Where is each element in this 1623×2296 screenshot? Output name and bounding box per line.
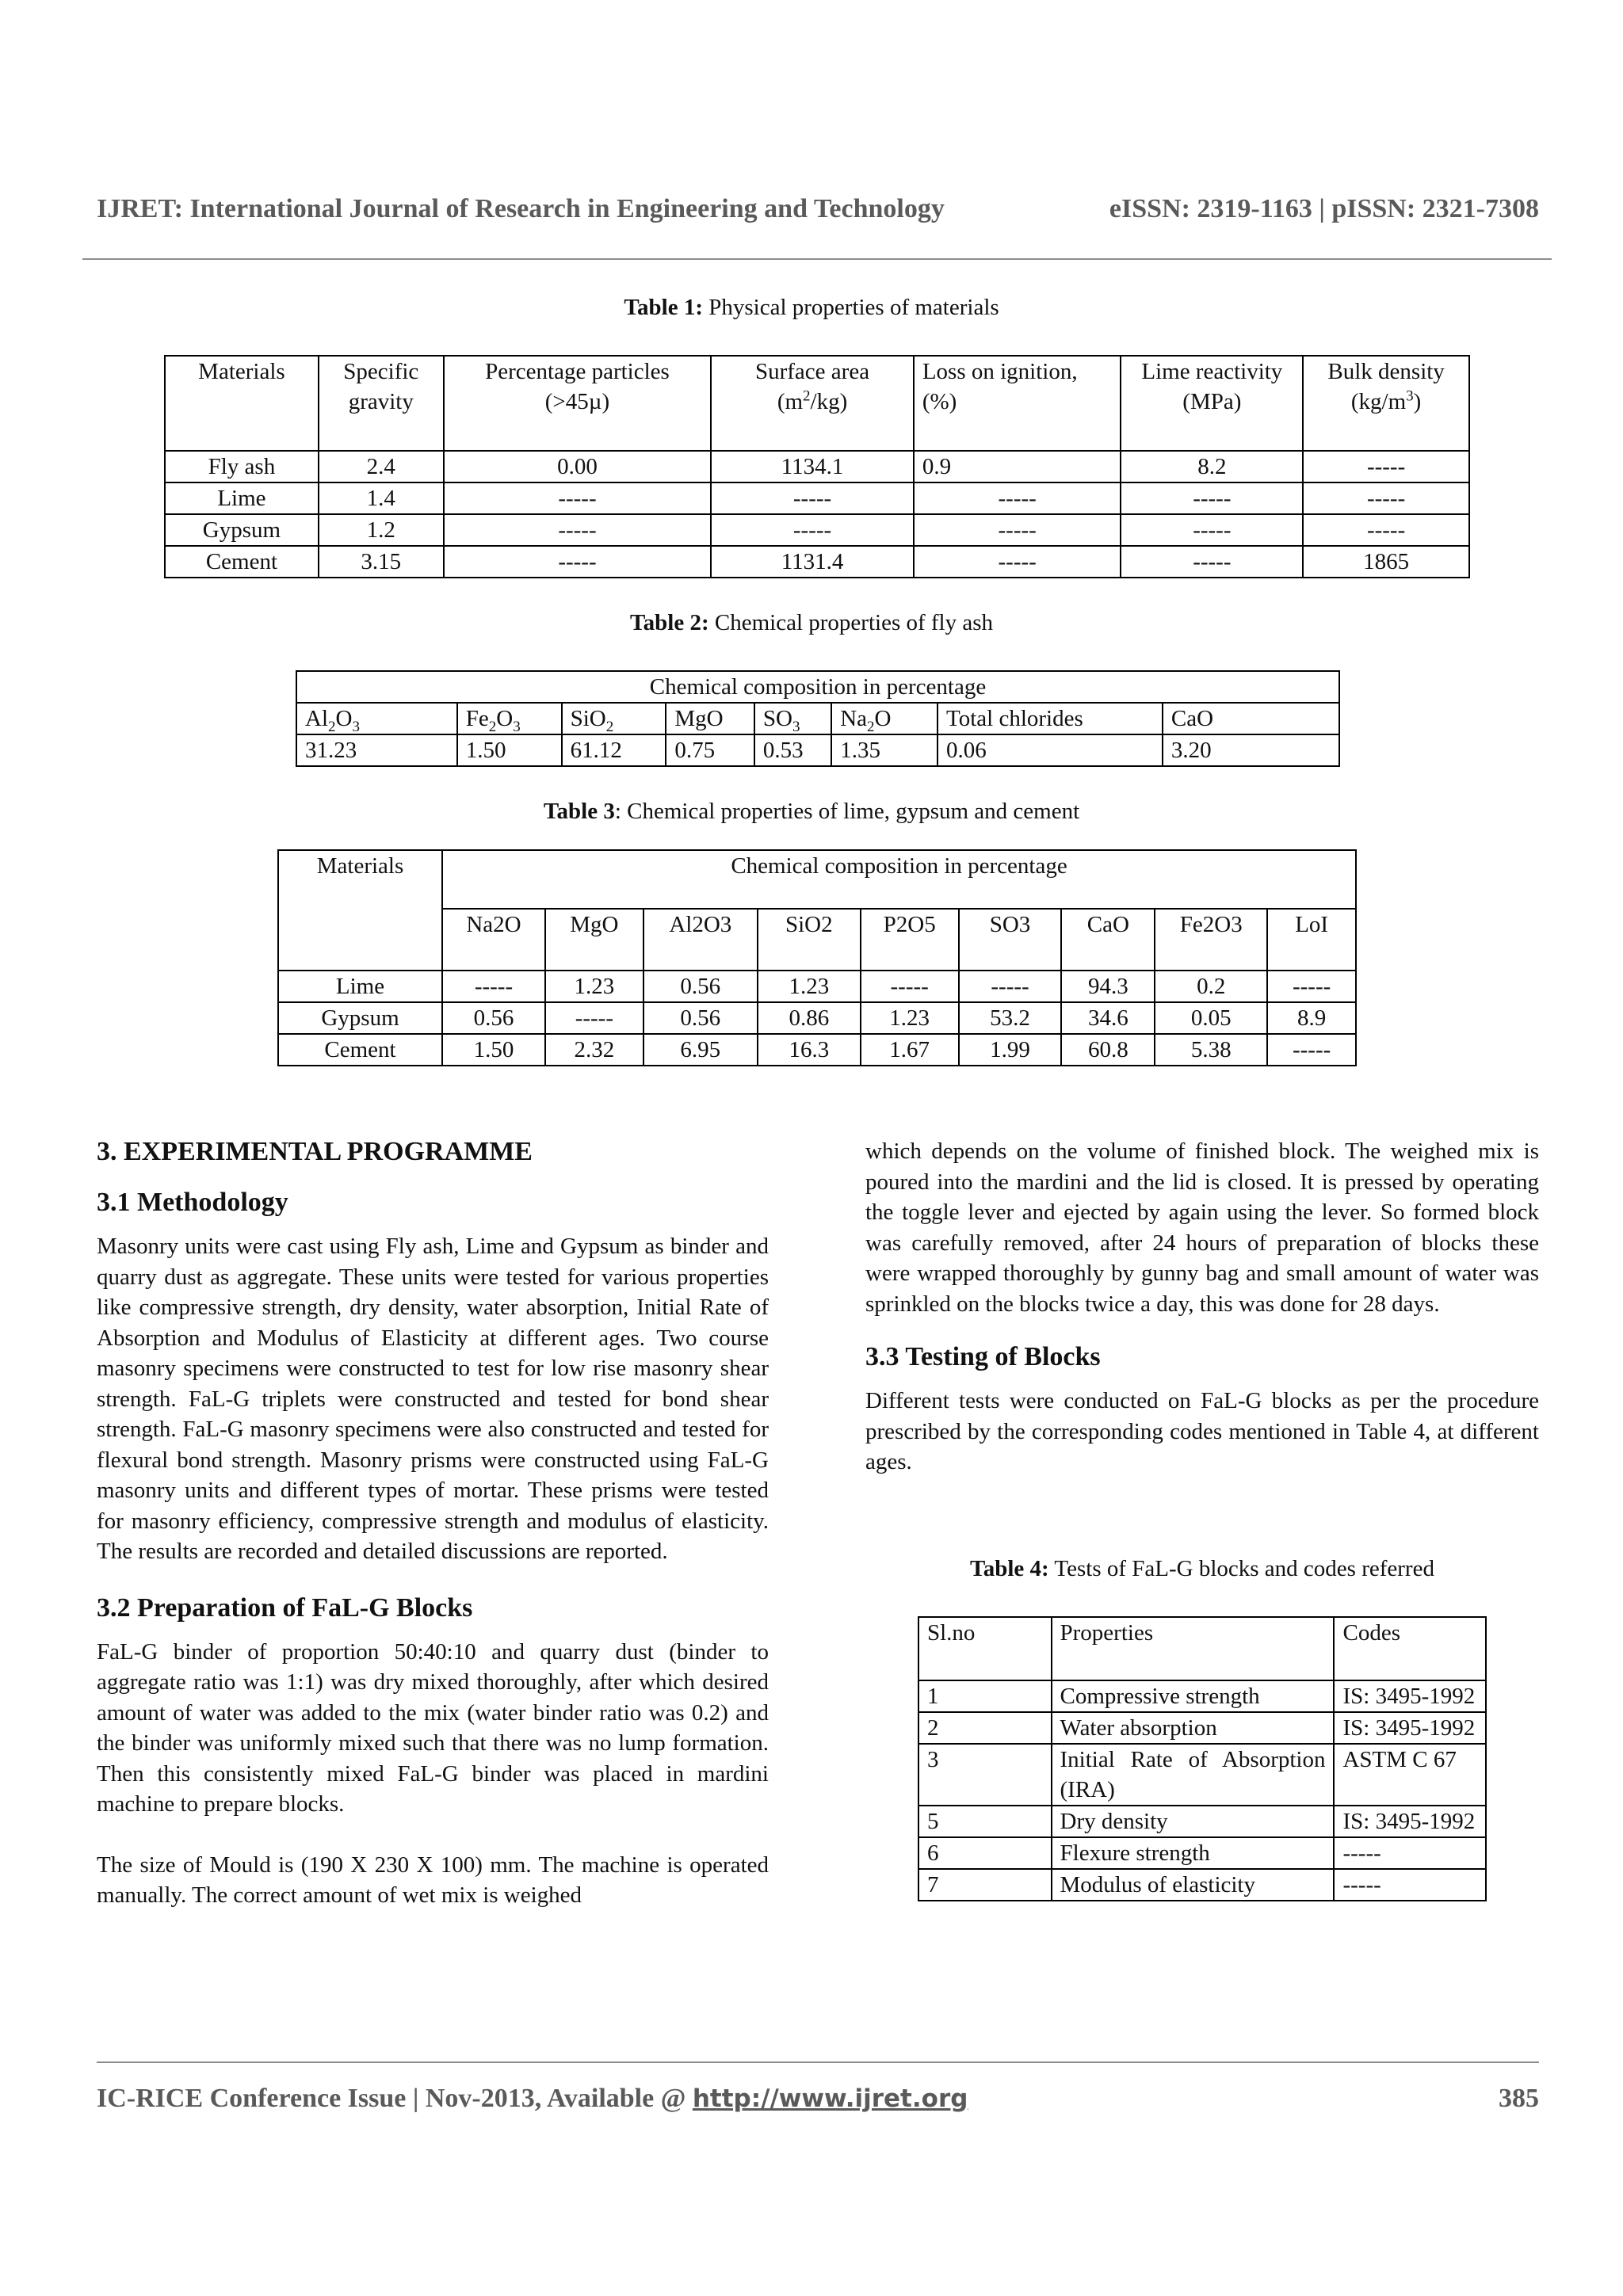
table3-group-header: Chemical composition in percentage <box>442 850 1356 909</box>
table-cell: ----- <box>444 482 712 514</box>
table-cell: ----- <box>1121 514 1303 546</box>
table-cell: 2 <box>918 1712 1052 1744</box>
table-row <box>165 482 1469 514</box>
table-cell: ----- <box>444 546 712 578</box>
running-header <box>97 194 1539 224</box>
right-column <box>865 1136 1539 1478</box>
table-cell: MgO <box>545 909 643 971</box>
table-cell: 0.9 <box>914 451 1121 482</box>
table-cell: 8.9 <box>1267 1002 1356 1034</box>
journal-link[interactable]: http://www.ijret.org <box>692 2084 968 2113</box>
running-footer <box>97 2084 1539 2114</box>
table2-group-header: Chemical composition in percentage <box>296 671 1339 703</box>
table3-caption: Table 3: Chemical properties of lime, gypsum and cement <box>543 799 1080 824</box>
th-surface-area: Surface area $(m^2/kg)$ <box>711 356 914 451</box>
table-cell: ----- <box>1303 482 1469 514</box>
table-cell: Al2O3 <box>643 909 758 971</box>
table-cell: Compressive strength <box>1052 1680 1335 1712</box>
table-cell: Flexure strength <box>1052 1837 1335 1869</box>
table-cell: 16.3 <box>758 1034 861 1066</box>
table-cell: 53.2 <box>959 1002 1062 1034</box>
table-cell: 1131.4 <box>711 546 914 578</box>
table-cell: Lime <box>165 482 319 514</box>
table-cell: Gypsum <box>165 514 319 546</box>
table2-caption: Table 2: Chemical properties of fly ash <box>629 610 994 635</box>
table-cell: Initial Rate of Absorption (IRA) <box>1052 1744 1335 1806</box>
table-cell: 3 <box>918 1744 1052 1806</box>
section-3-2-text-1: FaL-G binder of proportion 50:40:10 and quarry dust (binder to aggregate ratio was 1:1) was dry mixed thoroughly, after which desired amount of water was added to the mix (water binder ratio was 0.2) and the binder was uniformly mixed such that there was no lump formation. Then this consistently mixed FaL-G binder was placed in mardini machine to prepare blocks. <box>97 1638 769 1817</box>
table-cell: 61.12 <box>562 734 666 766</box>
table1-header-row <box>165 356 1469 451</box>
table-cell: ----- <box>1303 514 1469 546</box>
table-row <box>278 1002 1356 1034</box>
header-divider <box>82 258 1552 260</box>
th-mgo: MgO <box>666 703 754 734</box>
table-cell: Gypsum <box>278 1002 442 1034</box>
table-cell: 0.2 <box>1155 971 1267 1002</box>
table-cell: IS: 3495-1992 <box>1334 1680 1486 1712</box>
table-cell: Dry density <box>1052 1806 1335 1837</box>
table-cell: ASTM C 67 <box>1334 1744 1486 1806</box>
table-cell: Fe2O3 <box>1155 909 1267 971</box>
th-specific-gravity: Specific gravity <box>319 356 444 451</box>
table-cell: 3.20 <box>1163 734 1339 766</box>
section-3-3-title: 3.3 Testing of Blocks <box>865 1342 1101 1371</box>
section-3-1-title: 3.1 Methodology <box>97 1188 288 1217</box>
table-cell: 8.2 <box>1121 451 1303 482</box>
table-cell: Cement <box>278 1034 442 1066</box>
table-cell: SO3 <box>959 909 1062 971</box>
th-loss-on-ignition: Loss on ignition, (%) <box>914 356 1121 451</box>
table-cell: 6 <box>918 1837 1052 1869</box>
table-row <box>918 1712 1486 1744</box>
table-row <box>278 1034 1356 1066</box>
section-3-3-text: Different tests were conducted on FaL-G blocks as per the procedure prescribed by the corresponding codes mentioned in Table 4, at different ages. <box>865 1388 1539 1474</box>
table-cell: 0.05 <box>1155 1002 1267 1034</box>
table-cell: IS: 3495-1992 <box>1334 1712 1486 1744</box>
table-cell: 1.50 <box>457 734 562 766</box>
table-cell: Na2O <box>442 909 545 971</box>
th-so3: $SO_3$ <box>754 703 831 734</box>
table-row <box>165 514 1469 546</box>
table-cell: 0.56 <box>643 1002 758 1034</box>
table-row <box>278 971 1356 1002</box>
table-cell: Lime <box>278 971 442 1002</box>
continuation-text: which depends on the volume of finished block. The weighed mix is poured into the mardini and the lid is closed. It is pressed by operating the toggle lever and ejected by again using the lever. So formed block was carefully removed, after 24 hours of preparation of blocks these were wrapped thoroughly by gunny bag and small amount of water was sprinkled on the blocks twice a day, this was done for 28 days. <box>865 1138 1539 1317</box>
th-cao: CaO <box>1163 703 1339 734</box>
page-number: 385 <box>1499 2084 1539 2113</box>
table4 <box>918 1616 1487 1901</box>
table-row <box>165 451 1469 482</box>
table-cell: 0.00 <box>444 451 712 482</box>
th-lime-reactivity: Lime reactivity (MPa) <box>1121 356 1303 451</box>
table-cell: ----- <box>914 482 1121 514</box>
table-row <box>918 1806 1486 1837</box>
th-fe2o3: $Fe_2O_3$ <box>457 703 562 734</box>
table-cell: 1.35 <box>831 734 938 766</box>
table-cell: 1.4 <box>319 482 444 514</box>
table-cell: ----- <box>959 971 1062 1002</box>
left-column <box>97 1136 769 1911</box>
table-cell: ----- <box>545 1002 643 1034</box>
table-cell: P2O5 <box>861 909 959 971</box>
table-cell: Cement <box>165 546 319 578</box>
th-bulk-density: Bulk density $(kg/m^3)$ <box>1303 356 1469 451</box>
th-na2o: $Na_2O$ <box>831 703 938 734</box>
table-cell: 5.38 <box>1155 1034 1267 1066</box>
th-percentage-particles: Percentage particles (>45µ) <box>444 356 712 451</box>
table-cell: ----- <box>1121 546 1303 578</box>
table-cell: Modulus of elasticity <box>1052 1869 1335 1901</box>
table2 <box>296 670 1340 767</box>
table-cell: 7 <box>918 1869 1052 1901</box>
issn: eISSN: 2319-1163 | pISSN: 2321-7308 <box>1109 194 1539 223</box>
section-3-2-title: 3.2 Preparation of FaL-G Blocks <box>97 1592 473 1623</box>
table-cell: 1.23 <box>545 971 643 1002</box>
table-cell: 1.2 <box>319 514 444 546</box>
table-cell: 3.15 <box>319 546 444 578</box>
table-cell: 1.50 <box>442 1034 545 1066</box>
th-materials: Materials <box>165 356 319 451</box>
table-cell: ----- <box>1334 1869 1486 1901</box>
table-cell: 1.99 <box>959 1034 1062 1066</box>
table-cell: CaO <box>1061 909 1155 971</box>
table-cell: 0.86 <box>758 1002 861 1034</box>
table-cell: Properties <box>1052 1617 1335 1680</box>
table-cell: 5 <box>918 1806 1052 1837</box>
table-cell: ----- <box>1121 482 1303 514</box>
table-cell: SiO2 <box>758 909 861 971</box>
th-al2o3: $Al_2O_3$ <box>296 703 457 734</box>
table-cell: ----- <box>1303 451 1469 482</box>
table-cell: ----- <box>1267 1034 1356 1066</box>
conference-issue: IC-RICE Conference Issue | Nov-2013, Available @ http://www.ijret.org <box>97 2084 968 2113</box>
section-3-title: 3. EXPERIMENTAL PROGRAMME <box>97 1137 533 1166</box>
table-cell: ----- <box>914 546 1121 578</box>
table4-caption: Table 4: Tests of FaL-G blocks and codes referred <box>970 1556 1434 1581</box>
table-cell: 1865 <box>1303 546 1469 578</box>
table3 <box>277 849 1357 1066</box>
th-sio2: SiO$_2$ <box>562 703 666 734</box>
table-cell: Sl.no <box>918 1617 1052 1680</box>
journal-name: IJRET: International Journal of Research in Engineering and Technology <box>97 194 945 223</box>
table1 <box>164 355 1470 578</box>
table-cell: 0.53 <box>754 734 831 766</box>
table-cell: 34.6 <box>1061 1002 1155 1034</box>
table-cell: ----- <box>1267 971 1356 1002</box>
table-cell: 1.67 <box>861 1034 959 1066</box>
table-cell: Water absorption <box>1052 1712 1335 1744</box>
table1-caption: Table 1: Physical properties of materials <box>624 295 999 320</box>
th-materials: Materials <box>278 850 442 971</box>
table-cell: 1 <box>918 1680 1052 1712</box>
table-cell: 31.23 <box>296 734 457 766</box>
table-row <box>296 734 1339 766</box>
table-cell: 0.56 <box>643 971 758 1002</box>
table-cell: 6.95 <box>643 1034 758 1066</box>
table-cell: ----- <box>711 514 914 546</box>
table-row <box>165 546 1469 578</box>
table-cell: ----- <box>711 482 914 514</box>
table-cell: Fly ash <box>165 451 319 482</box>
table-row <box>918 1744 1486 1806</box>
table-cell: 60.8 <box>1061 1034 1155 1066</box>
table-cell: 1.23 <box>758 971 861 1002</box>
table-cell: ----- <box>914 514 1121 546</box>
table-cell: ----- <box>444 514 712 546</box>
table-cell: 0.06 <box>938 734 1163 766</box>
table-cell: LoI <box>1267 909 1356 971</box>
table-cell: Codes <box>1334 1617 1486 1680</box>
table-cell: 2.4 <box>319 451 444 482</box>
table-cell: ----- <box>442 971 545 1002</box>
th-total-chlorides: Total chlorides <box>938 703 1163 734</box>
section-3-2-text-2: The size of Mould is (190 X 230 X 100) mm. The machine is operated manually. The correct amount of wet mix is weighed <box>97 1852 769 1908</box>
table2-header-row <box>296 703 1339 734</box>
table-cell: 0.75 <box>666 734 754 766</box>
table-row <box>918 1680 1486 1712</box>
table-cell: ----- <box>861 971 959 1002</box>
table-cell: IS: 3495-1992 <box>1334 1806 1486 1837</box>
table-cell: 1134.1 <box>711 451 914 482</box>
footer-divider <box>97 2061 1539 2063</box>
section-3-1-text: Masonry units were cast using Fly ash, Lime and Gypsum as binder and quarry dust as aggregate. These units were tested for various properties like compressive strength, dry density, water absorption, Initial Rate of Absorption and Modulus of Elasticity at different ages. Two course masonry specimens were constructed to test for low rise masonry shear strength. FaL-G triplets were constructed and tested for bond shear strength. FaL-G masonry specimens were also constructed and tested for flexural bond strength. Masonry prisms were constructed using FaL-G masonry units and different types of mortar. These prisms were tested for masonry efficiency, compressive strength and modulus of elasticity. The results are recorded and detailed discussions are reported. <box>97 1234 769 1564</box>
table-cell: 0.56 <box>442 1002 545 1034</box>
table-cell: 94.3 <box>1061 971 1155 1002</box>
table-row <box>918 1869 1486 1901</box>
table-cell: ----- <box>1334 1837 1486 1869</box>
table-cell: 2.32 <box>545 1034 643 1066</box>
table-row <box>918 1837 1486 1869</box>
table-cell: 1.23 <box>861 1002 959 1034</box>
table4-header-row <box>918 1617 1486 1680</box>
